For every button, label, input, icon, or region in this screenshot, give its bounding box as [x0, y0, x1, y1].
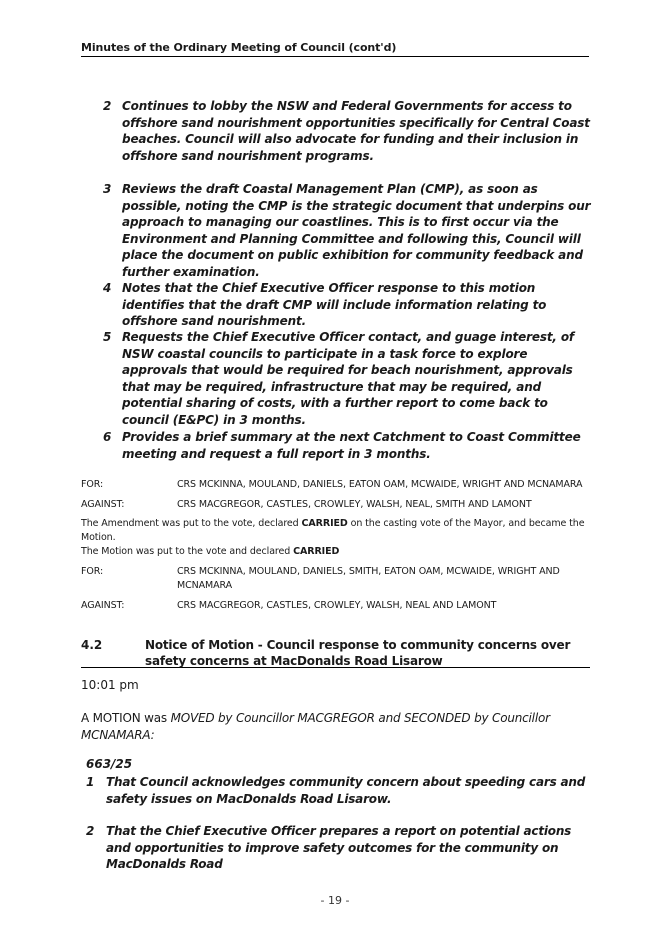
vote-label: AGAINST: [81, 499, 125, 510]
resolution-number: 663/25 [86, 757, 133, 771]
motion-result: The Motion was put to the vote and declared CARRIED [81, 546, 340, 557]
item-number: 2 [103, 99, 112, 113]
vote-names: CRS MACGREGOR, CASTLES, CROWLEY, WALSH, NEAL, SMITH AND LAMONT [177, 499, 532, 510]
item-number: 5 [103, 330, 112, 344]
item-text: That the Chief Executive Officer prepares a report on potential actions and opportunities to improve safety outcomes for the community on MacDonalds Road [106, 824, 572, 872]
item-number: 6 [103, 430, 112, 444]
item-number: 1 [86, 775, 95, 789]
motion-intro: A MOTION was MOVED by Councillor MACGREGOR and SECONDED by Councillor MCNAMARA: [81, 711, 550, 742]
vote-names: CRS MACGREGOR, CASTLES, CROWLEY, WALSH, NEAL AND LAMONT [177, 600, 497, 611]
time-stamp: 10:01 pm [81, 678, 139, 692]
item-text: Continues to lobby the NSW and Federal Governments for access to offshore sand nourishment opportunities specifically for Central Coast beaches. Council will also advocate for funding and their inclusion in offshore sand nourishment programs. [122, 99, 590, 163]
section-heading [81, 634, 590, 668]
vote-label: AGAINST: [81, 600, 125, 611]
item-number: 2 [86, 824, 95, 838]
item-text: That Council acknowledges community concern about speeding cars and safety issues on MacDonalds Road Lisarow. [106, 775, 586, 806]
vote-label: FOR: [81, 479, 104, 490]
vote-names: CRS MCKINNA, MOULAND, DANIELS, EATON OAM, MCWAIDE, WRIGHT AND MCNAMARA [177, 479, 583, 490]
amendment-result: The Amendment was put to the vote, declared CARRIED on the casting vote of the Mayor, and became the Motion. [81, 518, 585, 543]
item-text: Provides a brief summary at the next Catchment to Coast Committee meeting and request a full report in 3 months. [122, 430, 581, 461]
page-number: - 19 - [320, 894, 350, 907]
item-text: Notes that the Chief Executive Officer response to this motion identifies that the draft CMP will include information relating to offshore sand nourishment. [122, 281, 547, 329]
page-header: Minutes of the Ordinary Meeting of Council (cont'd) [81, 41, 589, 57]
vote-names: CRS MCKINNA, MOULAND, DANIELS, SMITH, EATON OAM, MCWAIDE, WRIGHT AND MCNAMARA [177, 566, 560, 591]
item-text: Reviews the draft Coastal Management Plan (CMP), as soon as possible, noting the CMP is the strategic document that underpins our approach to managing our coastlines. This is to first occur via the Environment and Planning Committee and following this, Council will place the document on public exhibition for community feedback and further examination. [122, 182, 591, 279]
vote-label: FOR: [81, 566, 104, 577]
item-number: 4 [103, 281, 112, 295]
item-text: Requests the Chief Executive Officer contact, and guage interest, of NSW coastal councils to participate in a task force to explore approvals that would be required for beach nourishment, approvals that may be required, infrastructure that may be required, and potential sharing of costs, with a further report to come back to council (E&PC) in 3 months. [122, 330, 575, 427]
item-number: 3 [103, 182, 112, 196]
section-number: 4.2 [81, 638, 103, 652]
section-title: Notice of Motion - Council response to community concerns over safety concerns at MacDonalds Road Lisarow [145, 638, 571, 668]
